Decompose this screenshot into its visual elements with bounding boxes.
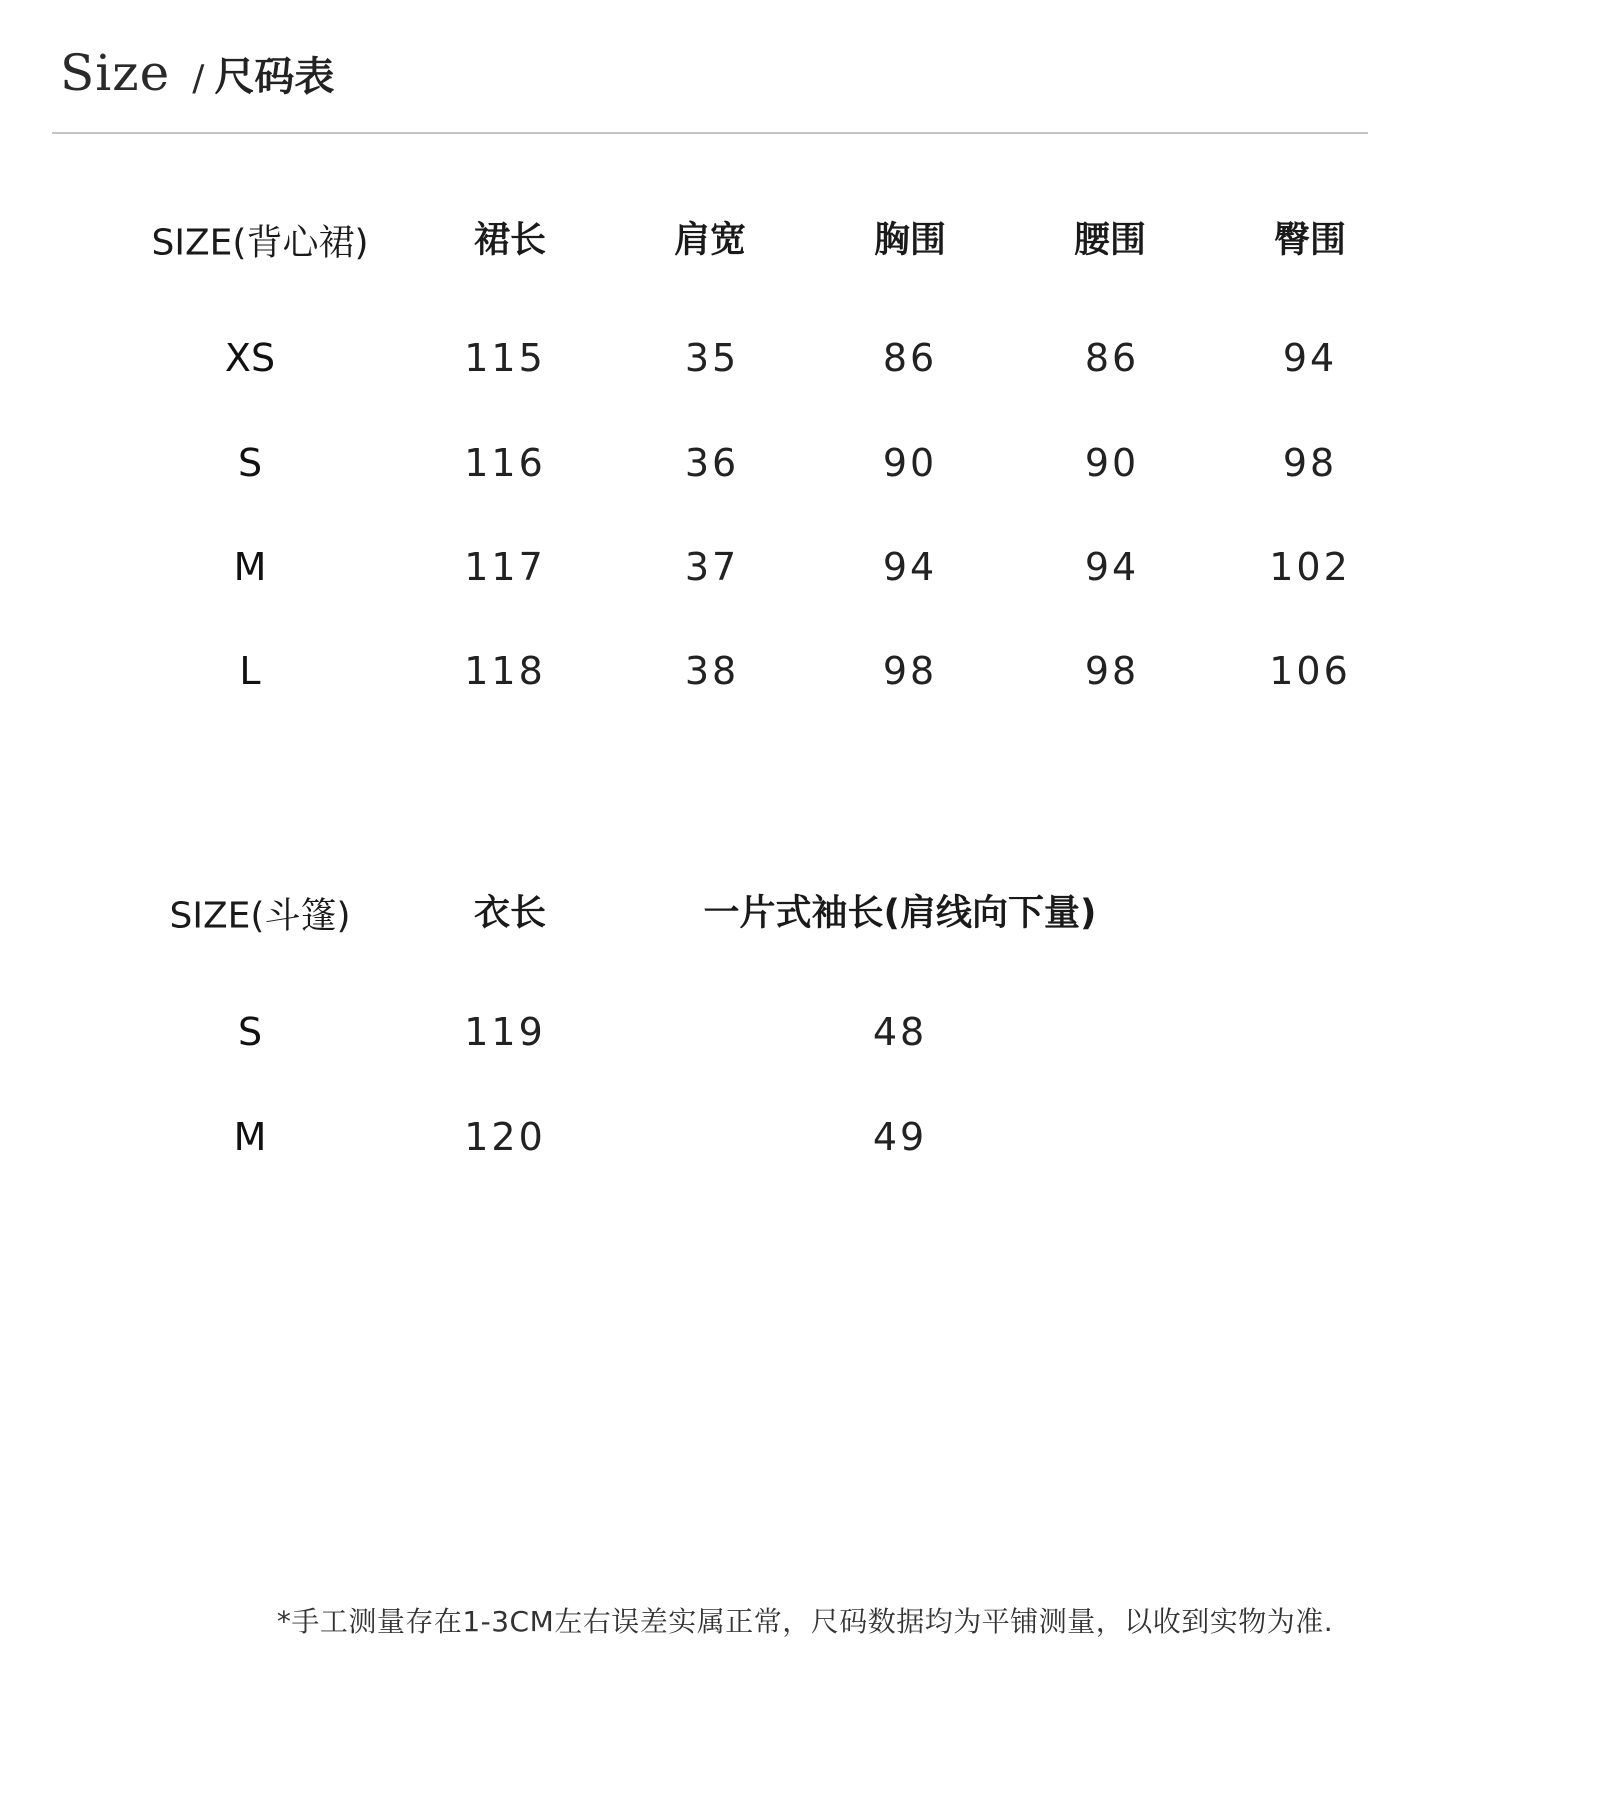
table1-cell: 37 [684,545,740,589]
table1-cell: 90 [882,441,938,485]
table1-header-size: SIZE(背心裙) [151,222,369,264]
measurement-note: *手工测量存在1-3CM左右误差实属正常，尺码数据均为平铺测量，以收到实物为准. [276,1605,1334,1638]
table1-header-shoulder: 肩宽 [673,219,747,261]
table1-cell: 106 [1269,649,1351,693]
table1-cell: 115 [464,336,546,380]
table1-cell: 86 [882,336,938,380]
table2-size-label: S [237,1010,263,1054]
table1-cell: 90 [1084,441,1140,485]
table1-cell: 116 [464,441,546,485]
table1-cell: 118 [464,649,546,693]
table1-header-hip: 臀围 [1273,219,1347,261]
table1-cell: 94 [1084,545,1140,589]
table1-size-label: M [233,545,267,589]
table2-cell: 119 [464,1010,546,1054]
table1-cell: 38 [684,649,740,693]
header-divider [52,132,1368,134]
title-separator: / [192,58,205,99]
table1-size-label: S [237,441,263,485]
table1-cell: 117 [464,545,546,589]
title-english: Size [60,44,171,102]
table1-cell: 86 [1084,336,1140,380]
table2-size-label: M [233,1115,267,1159]
table1-header-skirt-length: 裙长 [473,219,547,261]
table1-size-label: L [239,649,261,693]
table2-header-length: 衣长 [473,892,547,934]
table1-size-label: XS [224,336,276,380]
table1-cell: 98 [1084,649,1140,693]
table2-cell: 49 [872,1115,928,1159]
table1-cell: 35 [684,336,740,380]
title-chinese: 尺码表 [214,54,335,100]
table2-header-size: SIZE(斗篷) [169,895,351,937]
page-header [60,44,334,102]
table1-cell: 94 [882,545,938,589]
table2-cell: 48 [872,1010,928,1054]
table1-cell: 36 [684,441,740,485]
table1-cell: 98 [882,649,938,693]
table1-cell: 98 [1282,441,1338,485]
table1-header-waist: 腰围 [1073,219,1147,261]
table1-cell: 102 [1269,545,1351,589]
table1-cell: 94 [1282,336,1338,380]
table2-cell: 120 [464,1115,546,1159]
table2-header-sleeve: 一片式袖长(肩线向下量) [703,892,1097,934]
table1-header-bust: 胸围 [873,219,947,261]
